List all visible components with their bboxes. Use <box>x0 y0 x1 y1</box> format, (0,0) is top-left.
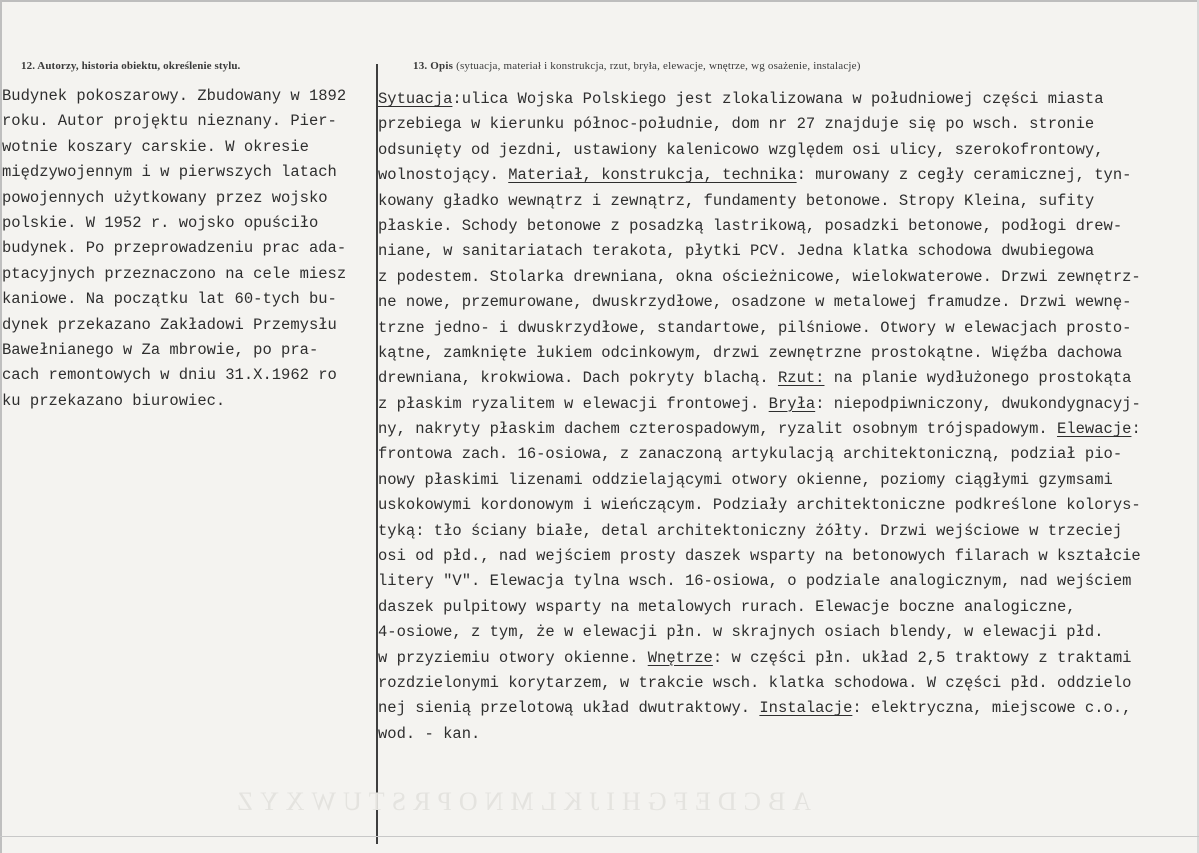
history-line: dynek przekazano Zakładowi Przemysłu <box>2 315 337 334</box>
subheading-underlined: Materiał, konstrukcja, technika <box>508 166 797 185</box>
history-text-column <box>2 84 376 414</box>
description-line <box>378 696 1199 721</box>
section-12-header: 12. Autorzy, historia obiektu, określenie stylu. <box>21 60 241 72</box>
description-text: : niepodpiwniczony, dwukondygnacyj- <box>815 394 1141 413</box>
description-line <box>378 87 1199 112</box>
description-line <box>378 620 1199 645</box>
subheading-underlined: Wnętrze <box>647 648 713 667</box>
description-line <box>378 316 1199 341</box>
description-text: nowy płaskimi lizenami oddzielającymi otwory okienne, poziomy ciągłymi gzymsami <box>378 470 1113 489</box>
history-line: Bawełnianego w Za mbrowie, po pra- <box>2 340 319 359</box>
description-line <box>378 442 1199 467</box>
history-line: ptacyjnych przeznaczono na cele miesz <box>2 264 347 283</box>
subheading-underlined: Bryła <box>768 394 816 413</box>
description-line <box>378 265 1199 290</box>
history-line: budynek. Po przeprowadzeniu prac ada- <box>2 239 347 258</box>
subheading-underlined: Sytuacja <box>378 90 453 108</box>
description-text: w przyziemiu otwory okienne. <box>378 648 648 667</box>
history-line: cach remontowych w dniu 31.X.1962 ro <box>2 366 337 385</box>
description-text: przebiega w kierunku północ-południe, dom nr 27 znajduje się po wsch. stronie <box>378 115 1095 134</box>
description-text: :ulica Wojska Polskiego jest zlokalizowana w południowej części miasta <box>452 90 1104 108</box>
description-line <box>378 112 1199 137</box>
bleed-through-alphabet: ABCDEFGHIJKLMNOPRSTUWXYZ <box>230 787 812 816</box>
description-text: rozdzielonymi korytarzem, w trakcie wsch. klatka schodowa. W części płd. oddzielo <box>378 673 1132 692</box>
bleed-through-letters <box>0 787 1199 823</box>
description-text: : elektryczna, miejscowe c.o., <box>852 699 1132 718</box>
subheading-underlined: Rzut: <box>777 369 825 388</box>
description-text: niane, w sanitariatach terakota, płytki PCV. Jedna klatka schodowa dwubiegowa <box>378 242 1095 261</box>
description-text: litery "V". Elewacja tylna wsch. 16-osiowa, o podziale analogicznym, nad wejściem <box>378 572 1132 591</box>
description-line <box>378 417 1199 442</box>
description-line <box>378 493 1199 518</box>
description-text: nej sienią przelotową układ dwutraktowy. <box>378 699 760 718</box>
description-text: : <box>1131 420 1141 439</box>
description-line <box>378 163 1199 188</box>
description-text: ne nowe, przemurowane, dwuskrzydłowe, osadzone w metalowej framudze. Drzwi wewnę- <box>378 293 1132 312</box>
subheading-underlined: Elewacje <box>1057 420 1132 439</box>
description-line <box>378 569 1199 594</box>
description-line <box>378 341 1199 366</box>
description-text: : murowany z cegły ceramicznej, tyn- <box>796 166 1132 185</box>
description-text: uskokowymi kordonowym i wieńczącym. Podziały architektoniczne podkreślone kolorys- <box>378 496 1141 515</box>
card-top-border <box>0 0 1199 2</box>
description-text: kowany gładko wewnątrz i zewnątrz, fundamenty betonowe. Stropy Kleina, sufity <box>378 191 1095 210</box>
description-text: daszek pulpitowy wsparty na metalowych rurach. Elewacje boczne analogiczne, <box>378 597 1076 616</box>
description-text: z podestem. Stolarka drewniana, okna ościeżnicowe, wielokwaterowe. Drzwi zewnętrz- <box>378 267 1141 286</box>
description-line <box>378 519 1199 544</box>
card-bottom-line <box>0 836 1199 837</box>
description-line <box>378 544 1199 569</box>
description-line <box>378 722 1199 747</box>
description-text-column <box>378 87 1199 747</box>
description-text: wod. - kan. <box>378 724 481 743</box>
description-text: odsunięty od jezdni, ustawiony kalenicowo względem osi ulicy, szerokofrontowy, <box>378 140 1104 159</box>
history-line: powojennych użytkowany przez wojsko <box>2 188 328 207</box>
description-text: na planie wydłużonego prostokąta <box>824 369 1132 388</box>
description-line <box>378 366 1199 391</box>
description-line <box>378 595 1199 620</box>
description-text: wolnostojący. <box>378 166 509 185</box>
history-line: polskie. W 1952 r. wojsko opuściło <box>2 213 319 232</box>
subheading-underlined: Instalacje <box>759 699 853 718</box>
description-text: : w części płn. układ 2,5 traktowy z traktami <box>712 648 1132 667</box>
description-line <box>378 239 1199 264</box>
description-text: ny, nakryty płaskim dachem czterospadowym, ryzalit osobnym trójspadowym. <box>378 420 1058 439</box>
history-line: kaniowe. Na początku lat 60-tych bu- <box>2 290 337 309</box>
description-line <box>378 214 1199 239</box>
description-line <box>378 290 1199 315</box>
description-text: frontowa zach. 16-osiowa, z zanaczoną artykulacją architektoniczną, podział pio- <box>378 445 1123 464</box>
description-text: osi od płd., nad wejściem prosty daszek wsparty na betonowych filarach w kształcie <box>378 547 1141 566</box>
description-text: płaskie. Schody betonowe z posadzką lastrikową, posadzki betonowe, podłogi drew- <box>378 216 1123 235</box>
history-line: międzywojennym i w pierwszych latach <box>2 163 337 182</box>
description-line <box>378 392 1199 417</box>
description-text: drewniana, krokwiowa. Dach pokryty blachą. <box>378 369 778 388</box>
history-line: wotnie koszary carskie. W okresie <box>2 137 309 156</box>
description-line <box>378 468 1199 493</box>
history-line: ku przekazano biurowiec. <box>2 391 226 410</box>
description-line <box>378 189 1199 214</box>
description-text: 4-osiowe, z tym, że w elewacji płn. w skrajnych osiach blendy, w elewacji płd. <box>378 623 1104 642</box>
history-line: roku. Autor projęktu nieznany. Pier- <box>2 112 337 131</box>
description-line <box>378 671 1199 696</box>
history-line: Budynek pokoszarowy. Zbudowany w 1892 <box>2 87 347 105</box>
description-text: tyką: tło ściany białe, detal architektoniczny żółty. Drzwi wejściowe w trzeciej <box>378 521 1123 540</box>
description-line <box>378 646 1199 671</box>
section-13-subtitle: (sytuacja, materiał i konstrukcja, rzut, bryła, elewacje, wnętrze, wg osażenie, instalacje) <box>453 60 861 72</box>
section-13-number: 13. Opis <box>413 60 454 72</box>
description-text: kątne, zamknięte łukiem odcinkowym, drzwi zewnętrzne prostokątne. Więźba dachowa <box>378 343 1123 362</box>
description-text: z płaskim ryzalitem w elewacji frontowej. <box>378 394 769 413</box>
section-13-header <box>413 60 861 72</box>
description-line <box>378 138 1199 163</box>
description-text: trzne jedno- i dwuskrzydłowe, standartowe, pilśniowe. Otwory w elewacjach prosto- <box>378 318 1132 337</box>
